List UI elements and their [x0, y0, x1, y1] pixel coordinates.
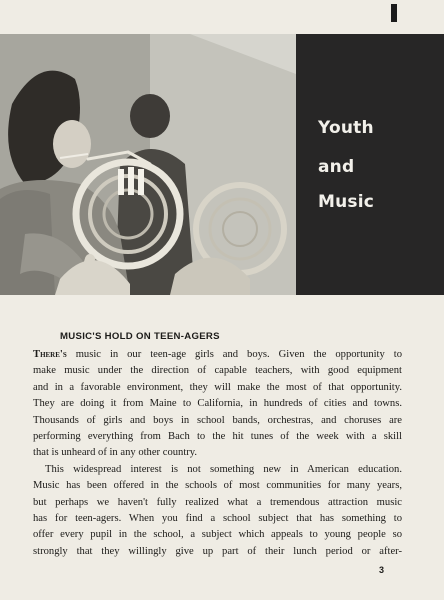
paragraph-1-line-1: There's music in our teen-age girls and boys. Given the opportunity to	[33, 349, 402, 360]
paragraph-1-line-4: They are doing it from Maine to California, in hundreds of cities and towns.	[33, 398, 402, 410]
paragraph-2-line-6: strongly that they willingly give up part of their lunch period or after-	[33, 545, 402, 557]
chapter-banner	[0, 34, 444, 295]
body-text	[33, 347, 402, 560]
paragraph-2-line-5: offer every pupil in the school, a subject which appeals to young people so	[33, 529, 402, 541]
paragraph-1-line-7: that is unheard of in any other country.	[33, 447, 198, 459]
chapter-title-line-2: and	[318, 157, 355, 177]
paragraph-1-line-3: and in a favorable environment, they will make the most of that opportunity.	[33, 381, 402, 393]
paragraph-2-line-3: but perhaps we haven't fully realized what a tremendous attraction music	[33, 496, 402, 508]
page-number: 3	[378, 565, 384, 575]
chapter-title-line-3: Music	[318, 192, 375, 212]
chapter-number	[391, 4, 397, 22]
paragraph-2-line-4: has for teen-agers. When you find a school subject that has something to	[33, 513, 402, 525]
paragraph-1-line-2: make music under the direction of capable teachers, with good equipment	[33, 365, 402, 377]
horn-players-illustration	[0, 34, 296, 295]
paragraph-2-line-2: Music has been offered in the schools of most communities for many years,	[33, 480, 402, 492]
chapter-title-line-1: Youth	[318, 118, 374, 138]
drop-cap-lead: There's	[33, 349, 67, 360]
french-horn-photo	[0, 34, 296, 295]
paragraph-1-line-5: Thousands of girls and boys in school bands, orchestras, and choruses are	[33, 414, 402, 426]
chapter-title-panel	[296, 34, 444, 295]
section-heading: MUSIC'S HOLD ON TEEN-AGERS	[60, 331, 220, 342]
paragraph-2-line-1: This widespread interest is not something new in American education.	[45, 463, 402, 475]
paragraph-1-line-6: performing everything from Bach to the hit tunes of the week with a skill	[33, 431, 402, 443]
